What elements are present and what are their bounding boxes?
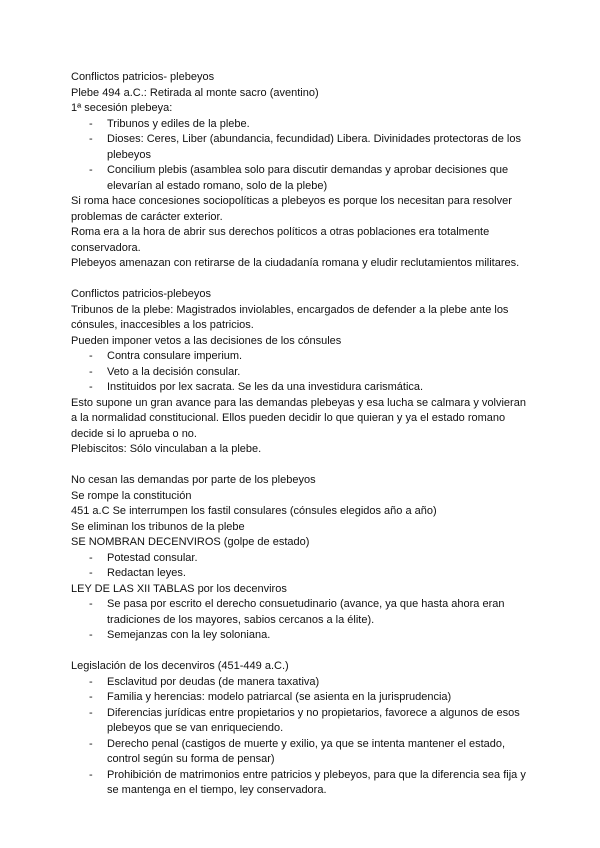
section-3-bullet-list-2 [71, 597, 531, 644]
section-1-line: Plebe 494 a.C.: Retirada al monte sacro (aventino) [71, 86, 319, 99]
document-page [71, 70, 531, 799]
list-item: - Prohibición de matrimonios entre patricios y plebeyos, para que la diferencia sea fija y se mantenga en el tiempo, ley conservadora. [71, 768, 531, 799]
section-3-line: 451 a.C Se interrumpen los fastil consulares (cónsules elegidos año a año) [71, 505, 437, 517]
section-4-bullet-list [71, 675, 531, 799]
list-item: - Derecho penal (castigos de muerte y exilio, ya que se intenta mantener el estado, control según su forma de pensar) [71, 737, 531, 768]
list-item: - Tribunos y ediles de la plebe. [71, 117, 531, 133]
paragraph: Esto supone un gran avance para las demandas plebeyas y esa lucha se calmara y volvieran a la normalidad constitucional. Ellos pueden decidir lo que quieran y ya el estado romano decide si lo aprueba o no. [71, 396, 526, 440]
section-2-heading: Conflictos patricios-plebeyos [71, 288, 212, 300]
section-3-line: No cesan las demandas por parte de los plebeyos [71, 474, 316, 486]
list-item: - Contra consulare imperium. [71, 349, 531, 365]
section-3-line: Se eliminan los tribunos de la plebe [71, 520, 245, 533]
paragraph: Roma era a la hora de abrir sus derechos políticos a otras poblaciones era totalmente conservadora. [71, 226, 490, 254]
list-item: - Veto a la decisión consular. [71, 365, 531, 381]
list-item: - Potestad consular. [71, 551, 531, 567]
paragraph: Plebeyos amenazan con retirarse de la ciudadanía romana y eludir reclutamientos militares. [71, 257, 520, 269]
section-1-line: 1ª secesión plebeya: [71, 102, 173, 114]
section-2-bullet-list [71, 349, 531, 396]
list-item: - Diferencias jurídicas entre propietarios y no propietarios, favorece a algunos de esos plebeyos que se van enriqueciendo. [71, 706, 531, 737]
list-item: - Concilium plebis (asamblea solo para discutir demandas y aprobar decisiones que elevarían al estado romano, solo de la plebe) [71, 163, 531, 194]
section-3-line: SE NOMBRAN DECENVIROS (golpe de estado) [71, 536, 310, 548]
list-item: - Esclavitud por deudas (de manera taxativa) [71, 675, 531, 691]
paragraph: Plebiscitos: Sólo vinculaban a la plebe. [71, 443, 262, 455]
section-3-line: LEY DE LAS XII TABLAS por los decenviros [71, 582, 287, 595]
list-item: - Redactan leyes. [71, 566, 531, 582]
list-item: - Semejanzas con la ley soloniana. [71, 628, 531, 644]
list-item: - Dioses: Ceres, Liber (abundancia, fecundidad) Libera. Divinidades protectoras de los plebeyos [71, 132, 531, 163]
list-item: - Instituidos por lex sacrata. Se les da una investidura carismática. [71, 380, 531, 396]
list-item: - Familia y herencias: modelo patriarcal (se asienta en la jurisprudencia) [71, 690, 531, 706]
paragraph: Tribunos de la plebe: Magistrados inviolables, encargados de defender a la plebe ante los cónsules, inaccesibles a los patricios. [71, 303, 509, 331]
section-1-bullet-list [71, 117, 531, 195]
section-3-bullet-list-1 [71, 551, 531, 582]
spacer [71, 272, 531, 288]
list-item: - Se pasa por escrito el derecho consuetudinario (avance, ya que hasta ahora eran tradiciones de los mayores, sabios cercanos a la élite). [71, 597, 531, 628]
section-1-heading: Conflictos patricios- plebeyos [71, 71, 215, 83]
paragraph: Pueden imponer vetos a las decisiones de los cónsules [71, 334, 342, 347]
section-4-heading: Legislación de los decenviros (451-449 a.C.) [71, 660, 289, 672]
spacer [71, 458, 531, 474]
paragraph: Si roma hace concesiones sociopolíticas a plebeyos es porque los necesitan para resolver problemas de carácter exterior. [71, 195, 512, 223]
spacer [71, 644, 531, 660]
section-3-line: Se rompe la constitución [71, 489, 192, 502]
